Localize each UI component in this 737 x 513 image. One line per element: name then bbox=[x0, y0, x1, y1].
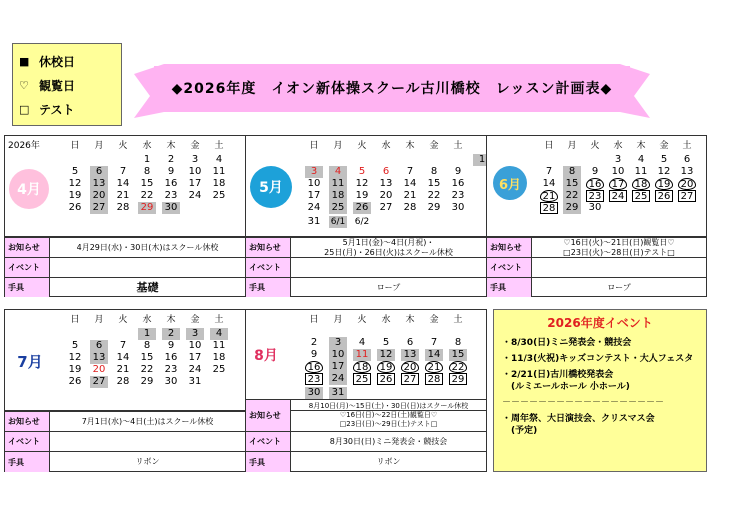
month-panel-aug bbox=[245, 309, 487, 472]
month-badge-apr: 4月 bbox=[9, 169, 49, 209]
weekday: 月 bbox=[333, 315, 343, 325]
date-cell: 21 bbox=[425, 361, 443, 373]
event-text bbox=[50, 432, 245, 451]
date-cell: 14 bbox=[403, 178, 417, 189]
date-cell: 18 bbox=[329, 190, 347, 202]
weekday-header bbox=[487, 138, 706, 151]
date-cell: 9 bbox=[591, 166, 599, 177]
tool-label: 手具 bbox=[246, 278, 291, 297]
weekday-header bbox=[246, 138, 486, 151]
weekday: 土 bbox=[453, 315, 463, 325]
date-cell: 30 bbox=[451, 202, 465, 213]
date-cell: 24 bbox=[329, 373, 347, 385]
date-cell: 6/1 bbox=[330, 217, 346, 227]
date-cell: 28 bbox=[403, 202, 417, 213]
notice-row bbox=[5, 237, 245, 257]
date-cell: 13 bbox=[680, 166, 694, 177]
month-panel-jun bbox=[486, 135, 707, 297]
date-cell: 15 bbox=[449, 349, 467, 361]
notice-text: 8月10日(月)～15日(土)・30日(日)はスクール休校 ♡16日(日)～22日(土)観覧日♡ □23日(日)～29日(土)テスト□ bbox=[308, 402, 469, 428]
date-cell: 26 bbox=[655, 190, 673, 202]
calendar-jun bbox=[487, 136, 706, 237]
page-title: ◆2026年度 イオン新体操スクール古川橋校 レッスン計画表◆ bbox=[171, 81, 613, 97]
weekday: 金 bbox=[429, 141, 439, 151]
tool-label: 手具 bbox=[487, 278, 532, 297]
weekday: 木 bbox=[405, 315, 415, 325]
date-cell: 8 bbox=[563, 166, 581, 178]
date-cell: 11 bbox=[212, 166, 226, 177]
event-text bbox=[291, 258, 486, 277]
weekday: 水 bbox=[142, 141, 152, 151]
date-cell: 15 bbox=[427, 178, 441, 189]
date-cell: 3 bbox=[329, 337, 347, 349]
date-cell: 5 bbox=[71, 340, 79, 351]
calendar-may bbox=[246, 136, 486, 237]
date-cell: 25 bbox=[212, 190, 226, 201]
event-item: ・周年祭、大日演技会、クリスマス会 (予定) bbox=[502, 414, 655, 436]
notice-row bbox=[487, 237, 706, 257]
weekday: 火 bbox=[590, 141, 600, 151]
date-cell: 30 bbox=[588, 202, 602, 213]
event-label: イベント bbox=[246, 432, 291, 451]
date-cell: 12 bbox=[657, 166, 671, 177]
date-cell: 22 bbox=[140, 190, 154, 201]
weekday-header bbox=[246, 312, 486, 325]
date-cell: 2 bbox=[162, 328, 180, 340]
weekday: 木 bbox=[405, 141, 415, 151]
date-cell: 23 bbox=[164, 364, 178, 375]
date-cell: 20 bbox=[401, 361, 419, 373]
weekday: 水 bbox=[381, 141, 391, 151]
date-cell: 24 bbox=[188, 190, 202, 201]
date-cell: 3 bbox=[186, 328, 204, 340]
event-item: ・2/21(日)古川橋校発表会 (ルミエールホール 小ホール) bbox=[502, 370, 630, 392]
date-cell: 29 bbox=[138, 202, 156, 214]
weekday: 火 bbox=[357, 315, 367, 325]
date-cell: 4 bbox=[329, 166, 347, 178]
tool-text: ロープ bbox=[376, 282, 401, 292]
date-cell: 25 bbox=[353, 373, 371, 385]
event-row bbox=[246, 431, 486, 451]
tool-row bbox=[5, 451, 245, 472]
weekday: 水 bbox=[381, 315, 391, 325]
date-cell: 28 bbox=[540, 202, 558, 214]
heart-icon: ♡ bbox=[19, 78, 29, 92]
date-cell: 18 bbox=[353, 361, 371, 373]
notice-text: 4月29日(水)・30日(木)はスクール休校 bbox=[76, 242, 219, 252]
date-cell: 15 bbox=[140, 352, 154, 363]
month-badge-may: 5月 bbox=[250, 166, 292, 208]
date-cell: 17 bbox=[307, 190, 321, 201]
date-cell: 6 bbox=[406, 337, 414, 348]
date-cell: 16 bbox=[305, 361, 323, 373]
month-badge-jul: 7月 bbox=[9, 340, 51, 382]
weekday: 木 bbox=[636, 141, 646, 151]
weekday: 金 bbox=[659, 141, 669, 151]
date-cell: 6 bbox=[90, 166, 108, 178]
notice-text: ♡16日(火)～21日(日)観覧日♡ □23日(火)～28日(日)テスト□ bbox=[563, 237, 675, 257]
date-cell: 23 bbox=[164, 190, 178, 201]
events-title: 2026年度イベント bbox=[547, 316, 653, 330]
date-cell: 20 bbox=[379, 190, 393, 201]
weekday: 金 bbox=[429, 315, 439, 325]
tool-label: 手具 bbox=[5, 278, 50, 297]
date-cell: 21 bbox=[116, 364, 130, 375]
date-cell: 31 bbox=[307, 216, 321, 227]
weekday: 火 bbox=[118, 315, 128, 325]
date-cell: 22 bbox=[427, 190, 441, 201]
date-cell: 18 bbox=[212, 352, 226, 363]
date-cell: 13 bbox=[379, 178, 393, 189]
event-label: イベント bbox=[5, 258, 50, 277]
date-cell: 5 bbox=[660, 154, 668, 165]
weekday: 金 bbox=[190, 315, 200, 325]
date-cell: 19 bbox=[377, 361, 395, 373]
date-cell: 16 bbox=[164, 178, 178, 189]
weekday: 木 bbox=[166, 141, 176, 151]
date-cell: 25 bbox=[212, 364, 226, 375]
legend-label: 休校日 bbox=[39, 54, 76, 69]
month-badge-jun: 6月 bbox=[493, 166, 527, 200]
date-cell: 5 bbox=[382, 337, 390, 348]
calendar-jul bbox=[5, 310, 245, 411]
date-cell: 21 bbox=[403, 190, 417, 201]
legend bbox=[12, 43, 122, 126]
date-cell: 6 bbox=[382, 166, 390, 177]
date-cell: 3 bbox=[614, 154, 622, 165]
date-cell: 27 bbox=[678, 190, 696, 202]
event-row bbox=[487, 257, 706, 277]
tool-label: 手具 bbox=[246, 452, 291, 472]
date-cell: 15 bbox=[563, 178, 581, 190]
weekday: 土 bbox=[214, 141, 224, 151]
legend-row bbox=[19, 97, 115, 121]
date-cell: 9 bbox=[454, 166, 462, 177]
annual-events-box bbox=[493, 309, 707, 472]
date-cell: 27 bbox=[401, 373, 419, 385]
date-cell: 16 bbox=[586, 178, 604, 190]
date-cell: 17 bbox=[188, 178, 202, 189]
weekday: 水 bbox=[613, 141, 623, 151]
legend-row bbox=[19, 49, 115, 73]
date-cell: 17 bbox=[329, 361, 347, 373]
weekday: 水 bbox=[142, 315, 152, 325]
date-cell: 10 bbox=[307, 178, 321, 189]
date-cell: 7 bbox=[119, 340, 127, 351]
weekday: 月 bbox=[94, 315, 104, 325]
weekday: 月 bbox=[567, 141, 577, 151]
weekday: 日 bbox=[70, 315, 80, 325]
date-cell: 30 bbox=[164, 376, 178, 387]
tool-text: リボン bbox=[135, 457, 160, 466]
date-cell: 6 bbox=[683, 154, 691, 165]
year-label: 2026年 bbox=[8, 141, 40, 151]
date-cell: 4 bbox=[637, 154, 645, 165]
event-row bbox=[5, 431, 245, 451]
date-cell: 26 bbox=[377, 373, 395, 385]
event-item: ・8/30(日)ミニ発表会・競技会 bbox=[502, 338, 632, 348]
event-text bbox=[50, 258, 245, 277]
date-cell: 28 bbox=[425, 373, 443, 385]
date-cell: 14 bbox=[542, 178, 556, 189]
date-cell: 22 bbox=[140, 364, 154, 375]
weekday: 土 bbox=[682, 141, 692, 151]
date-cell: 7 bbox=[430, 337, 438, 348]
date-cell: 23 bbox=[451, 190, 465, 201]
date-cell: 31 bbox=[188, 376, 202, 387]
weekday: 金 bbox=[190, 141, 200, 151]
notice-text: 7月1日(水)～4日(土)はスクール休校 bbox=[81, 416, 214, 426]
date-cell: 7 bbox=[406, 166, 414, 177]
calendar-aug bbox=[246, 310, 486, 411]
date-cell: 30 bbox=[305, 387, 323, 399]
date-cell: 9 bbox=[167, 340, 175, 351]
notice-row bbox=[246, 399, 486, 431]
date-cell: 10 bbox=[611, 166, 625, 177]
date-cell: 10 bbox=[329, 349, 347, 361]
month-badge-aug: 8月 bbox=[248, 332, 284, 378]
weekday: 木 bbox=[166, 315, 176, 325]
notice-text: 5月1日(金)～4日(月祝)・ 25日(月)・26日(火)はスクール休校 bbox=[324, 237, 453, 257]
date-cell: 28 bbox=[116, 376, 130, 387]
date-cell: 20 bbox=[678, 178, 696, 190]
legend-row bbox=[19, 73, 115, 97]
notice-label: お知らせ bbox=[246, 238, 291, 257]
tool-text: 基礎 bbox=[136, 280, 159, 294]
date-cell: 3 bbox=[305, 166, 323, 178]
date-cell: 19 bbox=[355, 190, 369, 201]
closed-day-icon: ■ bbox=[19, 54, 30, 68]
event-item: ・11/3(火祝)キッズコンテスト・大人フェスタ bbox=[502, 354, 694, 364]
date-cell: 13 bbox=[90, 352, 108, 364]
date-cell: 12 bbox=[355, 178, 369, 189]
date-cell: 12 bbox=[68, 352, 82, 363]
date-cell: 26 bbox=[68, 202, 82, 213]
date-cell: 11 bbox=[634, 166, 648, 177]
date-cell: 14 bbox=[425, 349, 443, 361]
date-cell: 18 bbox=[212, 178, 226, 189]
notice-label: お知らせ bbox=[5, 412, 50, 431]
date-cell: 27 bbox=[379, 202, 393, 213]
date-cell: 20 bbox=[90, 190, 108, 202]
date-cell: 1 bbox=[473, 154, 491, 166]
date-cell: 25 bbox=[329, 202, 347, 214]
date-cell: 11 bbox=[212, 340, 226, 351]
notice-row bbox=[5, 411, 245, 431]
events-divider: －－－－－－－－－－－－－－－－－－ bbox=[502, 398, 665, 408]
weekday: 月 bbox=[94, 141, 104, 151]
date-cell: 29 bbox=[449, 373, 467, 385]
tool-text: ロープ bbox=[607, 282, 631, 292]
event-text bbox=[532, 258, 706, 277]
event-text: 8月30日(日)ミニ発表会・競技会 bbox=[329, 436, 448, 446]
title-banner bbox=[134, 56, 650, 126]
weekday: 火 bbox=[357, 141, 367, 151]
date-cell: 12 bbox=[68, 178, 82, 189]
month-panel-may bbox=[245, 135, 487, 297]
tool-row bbox=[5, 277, 245, 297]
weekday: 日 bbox=[544, 141, 554, 151]
calendar-apr bbox=[5, 136, 245, 237]
date-cell: 31 bbox=[329, 387, 347, 399]
date-cell: 8 bbox=[454, 337, 462, 348]
legend-label: テスト bbox=[39, 102, 75, 117]
event-row bbox=[246, 257, 486, 277]
month-panel-jul bbox=[4, 309, 246, 472]
date-cell: 7 bbox=[119, 166, 127, 177]
date-cell: 17 bbox=[188, 352, 202, 363]
date-cell: 16 bbox=[451, 178, 465, 189]
date-cell: 24 bbox=[609, 190, 627, 202]
date-cell: 11 bbox=[329, 178, 347, 190]
date-cell: 13 bbox=[401, 349, 419, 361]
square-icon: □ bbox=[19, 102, 30, 116]
date-cell: 10 bbox=[188, 340, 202, 351]
date-cell: 23 bbox=[305, 373, 323, 385]
date-cell: 19 bbox=[68, 364, 82, 375]
date-cell: 1 bbox=[138, 328, 156, 340]
date-cell: 10 bbox=[188, 166, 202, 177]
date-cell: 8 bbox=[143, 340, 151, 351]
tool-row bbox=[246, 451, 486, 472]
date-cell: 26 bbox=[68, 376, 82, 387]
event-label: イベント bbox=[487, 258, 532, 277]
notice-label: お知らせ bbox=[5, 238, 50, 257]
notice-label: お知らせ bbox=[246, 400, 291, 431]
weekday-header bbox=[5, 312, 245, 325]
date-cell: 28 bbox=[116, 202, 130, 213]
event-label: イベント bbox=[5, 432, 50, 451]
date-cell: 4 bbox=[358, 337, 366, 348]
weekday: 火 bbox=[118, 141, 128, 151]
weekday: 日 bbox=[70, 141, 80, 151]
date-cell: 5 bbox=[71, 166, 79, 177]
date-cell: 16 bbox=[164, 352, 178, 363]
date-cell: 24 bbox=[188, 364, 202, 375]
date-cell: 8 bbox=[143, 166, 151, 177]
date-cell: 23 bbox=[586, 190, 604, 202]
date-cell: 19 bbox=[655, 178, 673, 190]
date-cell: 13 bbox=[90, 178, 108, 190]
date-cell: 14 bbox=[116, 178, 130, 189]
date-cell: 8 bbox=[430, 166, 438, 177]
date-cell: 29 bbox=[140, 376, 154, 387]
weekday: 日 bbox=[309, 141, 319, 151]
date-cell: 29 bbox=[427, 202, 441, 213]
tool-text: リボン bbox=[376, 457, 401, 466]
date-cell: 24 bbox=[307, 202, 321, 213]
weekday: 土 bbox=[453, 141, 463, 151]
event-row bbox=[5, 257, 245, 277]
date-cell: 2 bbox=[167, 154, 175, 165]
weekday: 月 bbox=[333, 141, 343, 151]
date-cell: 11 bbox=[353, 349, 371, 361]
date-cell: 4 bbox=[215, 154, 223, 165]
tool-row bbox=[246, 277, 486, 297]
date-cell: 29 bbox=[563, 202, 581, 214]
weekday-header bbox=[5, 138, 245, 151]
date-cell: 1 bbox=[143, 154, 151, 165]
date-cell: 4 bbox=[210, 328, 228, 340]
date-cell: 17 bbox=[609, 178, 627, 190]
event-label: イベント bbox=[246, 258, 291, 277]
date-cell: 2 bbox=[310, 337, 318, 348]
date-cell: 9 bbox=[167, 166, 175, 177]
date-cell: 22 bbox=[563, 190, 581, 202]
date-cell: 21 bbox=[540, 190, 558, 202]
weekday: 日 bbox=[309, 315, 319, 325]
date-cell: 19 bbox=[68, 190, 82, 201]
notice-label: お知らせ bbox=[487, 238, 532, 257]
date-cell: 27 bbox=[90, 202, 108, 214]
date-cell: 6 bbox=[90, 340, 108, 352]
date-cell: 18 bbox=[632, 178, 650, 190]
date-cell: 12 bbox=[377, 349, 395, 361]
legend-label: 観覧日 bbox=[39, 78, 76, 93]
date-cell: 22 bbox=[449, 361, 467, 373]
tool-label: 手具 bbox=[5, 452, 50, 472]
date-cell: 25 bbox=[632, 190, 650, 202]
date-cell: 27 bbox=[90, 376, 108, 388]
month-panel-apr bbox=[4, 135, 246, 297]
date-cell: 15 bbox=[140, 178, 154, 189]
date-cell: 7 bbox=[545, 166, 553, 177]
date-cell: 14 bbox=[116, 352, 130, 363]
date-cell: 3 bbox=[191, 154, 199, 165]
date-cell: 26 bbox=[353, 202, 371, 214]
notice-row bbox=[246, 237, 486, 257]
date-cell: 20 bbox=[92, 364, 106, 375]
date-cell: 5 bbox=[358, 166, 366, 177]
date-cell: 30 bbox=[162, 202, 180, 214]
tool-row bbox=[487, 277, 706, 297]
date-cell: 21 bbox=[116, 190, 130, 201]
date-cell: 9 bbox=[310, 349, 318, 360]
date-cell: 6/2 bbox=[354, 217, 370, 227]
weekday: 土 bbox=[214, 315, 224, 325]
